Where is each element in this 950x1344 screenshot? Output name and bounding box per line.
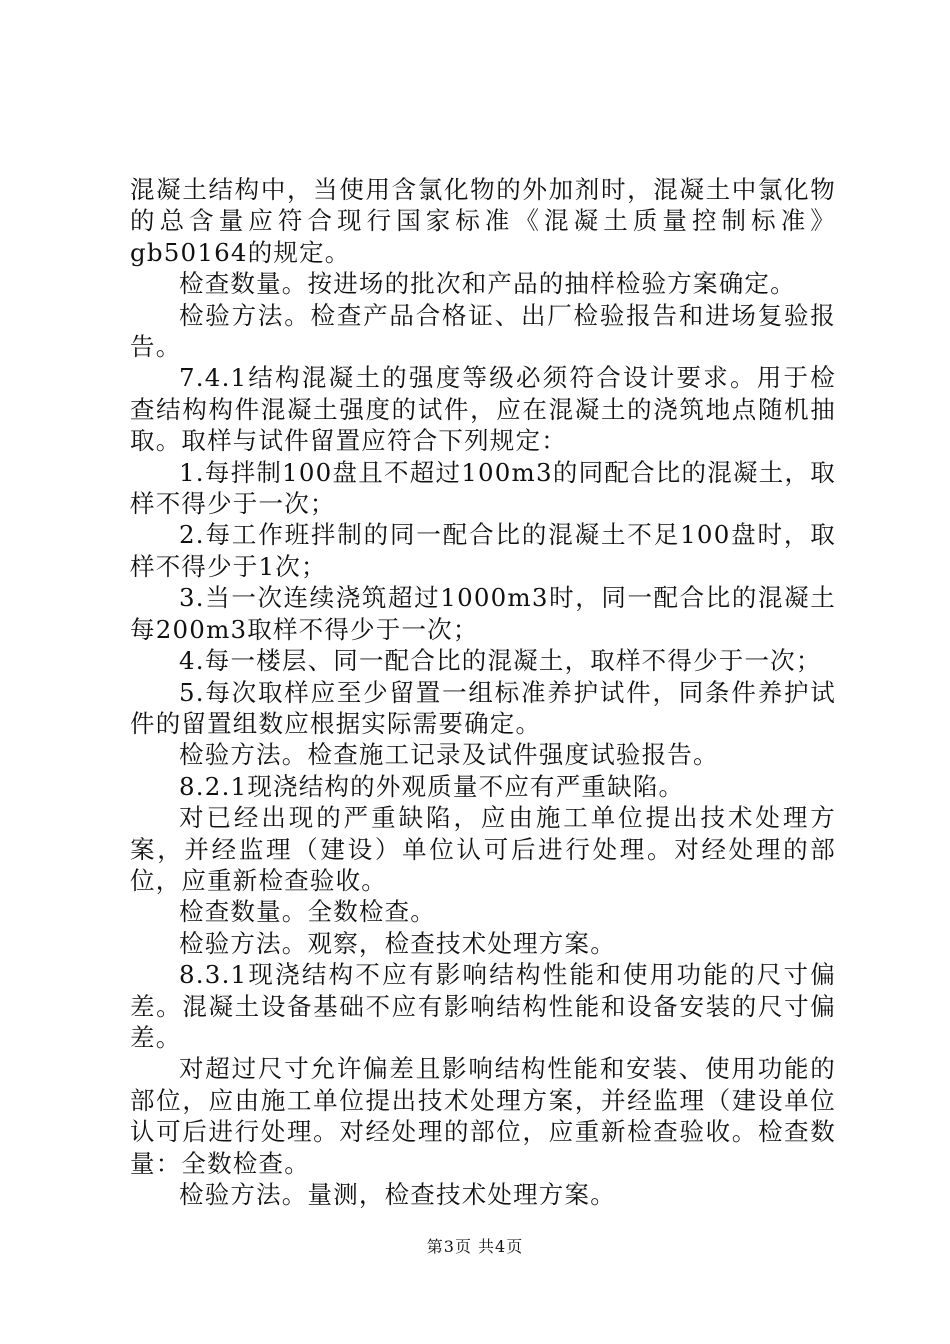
paragraph: 对已经出现的严重缺陷，应由施工单位提出技术处理方案，并经监理（建设）单位认可后进行处理。对经处理的部位，应重新检查验收。 [130, 803, 836, 895]
document-body [130, 174, 836, 1210]
paragraph: 8.3.1现浇结构不应有影响结构性能和使用功能的尺寸偏差。混凝土设备基础不应有影响结构性能和设备安装的尺寸偏差。 [130, 960, 836, 1052]
paragraph: 2.每工作班拌制的同一配合比的混凝土不足100盘时，取样不得少于1次； [130, 520, 836, 581]
paragraph: 1.每拌制100盘且不超过100m3的同配合比的混凝土，取样不得少于一次； [130, 457, 836, 519]
page-number: 第3页 共4页 [426, 1237, 524, 1256]
paragraph: 4.每一楼层、同一配合比的混凝土，取样不得少于一次； [179, 646, 822, 676]
paragraph: 检验方法。观察，检查技术处理方案。 [179, 928, 616, 958]
paragraph: 对超过尺寸允许偏差且影响结构性能和安装、使用功能的部位，应由施工单位提出技术处理方案，并经监理（建设单位认可后进行处理。对经处理的部位，应重新检查验收。检查数量：全数检查。 [130, 1054, 836, 1178]
paragraph: 检验方法。量测，检查技术处理方案。 [179, 1180, 616, 1209]
paragraph: 检查数量。全数检查。 [179, 897, 436, 927]
paragraph: 5.每次取样应至少留置一组标准养护试件，同条件养护试件的留置组数应根据实际需要确定。 [130, 677, 836, 738]
paragraph: 混凝土结构中，当使用含氯化物的外加剂时，混凝土中氯化物的总含量应符合现行国家标准《混凝土质量控制标准》gb50164的规定。 [130, 175, 836, 267]
paragraph: 检验方法。检查施工记录及试件强度试验报告。 [179, 740, 719, 770]
paragraph: 检验方法。检查产品合格证、出厂检验报告和进场复验报告。 [130, 300, 836, 362]
paragraph: 8.2.1现浇结构的外观质量不应有严重缺陷。 [179, 771, 685, 801]
paragraph: 7.4.1结构混凝土的强度等级必须符合设计要求。用于检查结构构件混凝土强度的试件，应在混凝土的浇筑地点随机抽取。取样与试件留置应符合下列规定： [130, 363, 836, 456]
paragraph: 检查数量。按进场的批次和产品的抽样检验方案确定。 [179, 269, 796, 299]
paragraph: 3.当一次连续浇筑超过1000m3时，同一配合比的混凝土每200m3取样不得少于一次； [130, 583, 836, 644]
